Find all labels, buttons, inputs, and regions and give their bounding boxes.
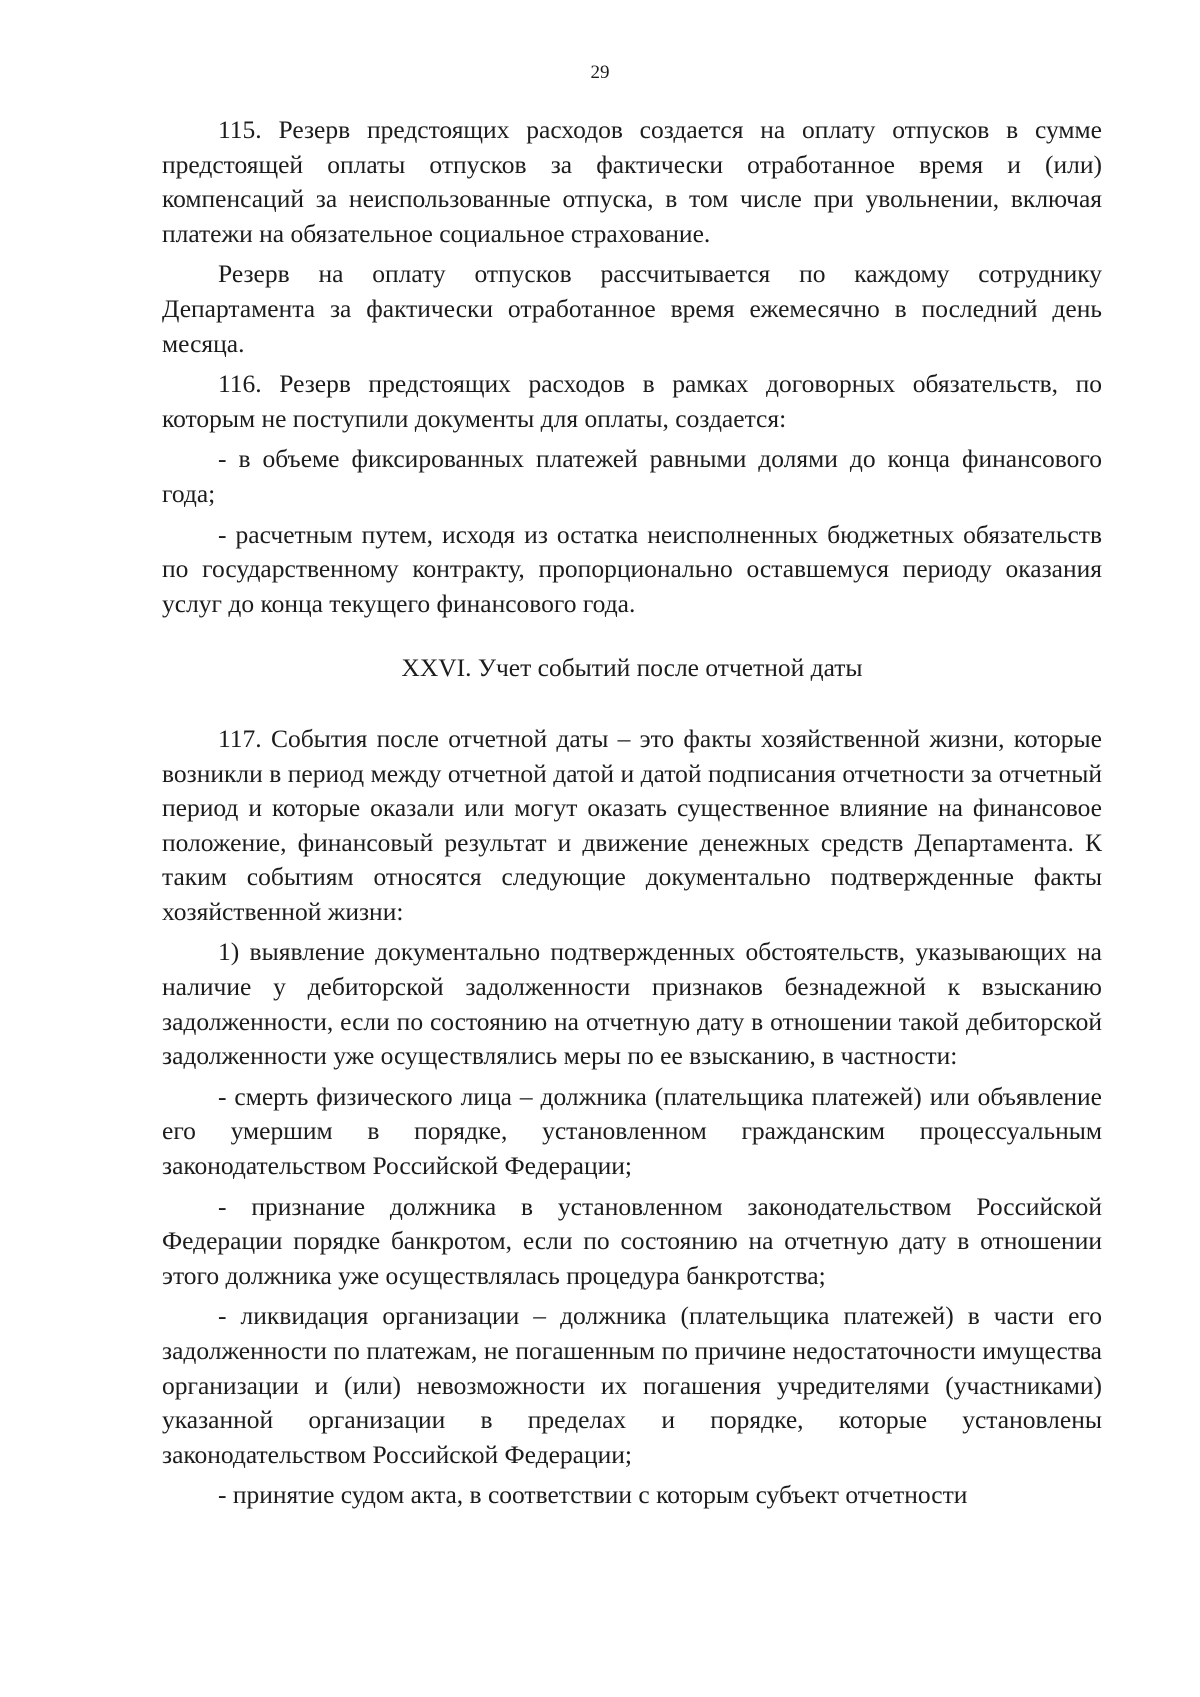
list-item-1: 1) выявление документально подтвержденных обстоятельств, указывающих на наличие у дебиторской задолженности признаков безнадежной к взысканию задолженности, если по состоянию на отчетную дату в отношении такой дебиторской задолженности уже осуществлялись меры по ее взысканию, в частности: — [162, 937, 1102, 1071]
list-item-bankruptcy: - признание должника в установленном законодательством Российской Федерации порядке банкротом, если по состоянию на отчетную дату в отношении этого должника уже осуществлялась процедура банкротства; — [162, 1191, 1102, 1290]
list-item-fixed-payments: - в объеме фиксированных платежей равными долями до конца финансового года; — [162, 444, 1102, 508]
list-item-calculated: - расчетным путем, исходя из остатка неисполненных бюджетных обязательств по государственному контракту, пропорционально оставшемуся периоду оказания услуг до конца текущего финансового года. — [162, 519, 1102, 618]
page-number: 29 — [590, 62, 610, 83]
list-item-court-act: - принятие судом акта, в соответствии с которым субъект отчетности — [218, 1480, 968, 1510]
paragraph-117: 117. События после отчетной даты – это факты хозяйственной жизни, которые возникли в период между отчетной датой и датой подписания отчетности за отчетный период и которые оказали или могут оказать существенное влияние на финансовое положение, финансовый результат и движение денежных средств Департамента. К таким событиям относятся следующие документально подтвержденные факты хозяйственной жизни: — [162, 723, 1102, 926]
paragraph-vacation-reserve: Резерв на оплату отпусков рассчитывается по каждому сотруднику Департамента за фактически отработанное время ежемесячно в последний день месяца. — [162, 259, 1102, 358]
paragraph-116: 116. Резерв предстоящих расходов в рамках договорных обязательств, по которым не поступили документы для оплаты, создается: — [162, 369, 1102, 433]
paragraph-115: 115. Резерв предстоящих расходов создается на оплату отпусков в сумме предстоящей оплаты отпусков за фактически отработанное время и (или) компенсаций за неиспользованные отпуска, в том числе при увольнении, включая платежи на обязательное социальное страхование. — [162, 115, 1102, 248]
section-heading: XXVI. Учет событий после отчетной даты — [401, 653, 863, 683]
document-body — [162, 113, 1102, 1513]
list-item-death: - смерть физического лица – должника (плательщика платежей) или объявление его умершим в порядке, установленном гражданским процессуальным законодательством Российской Федерации; — [162, 1081, 1102, 1181]
list-item-liquidation: - ликвидация организации – должника (плательщика платежей) в части его задолженности по платежам, не погашенным по причине недостаточности имущества организации и (или) невозможности их погашения учредителями (участниками) указанной организации в пределах и порядке, которые установлены законодательством Российской Федерации; — [162, 1301, 1102, 1469]
